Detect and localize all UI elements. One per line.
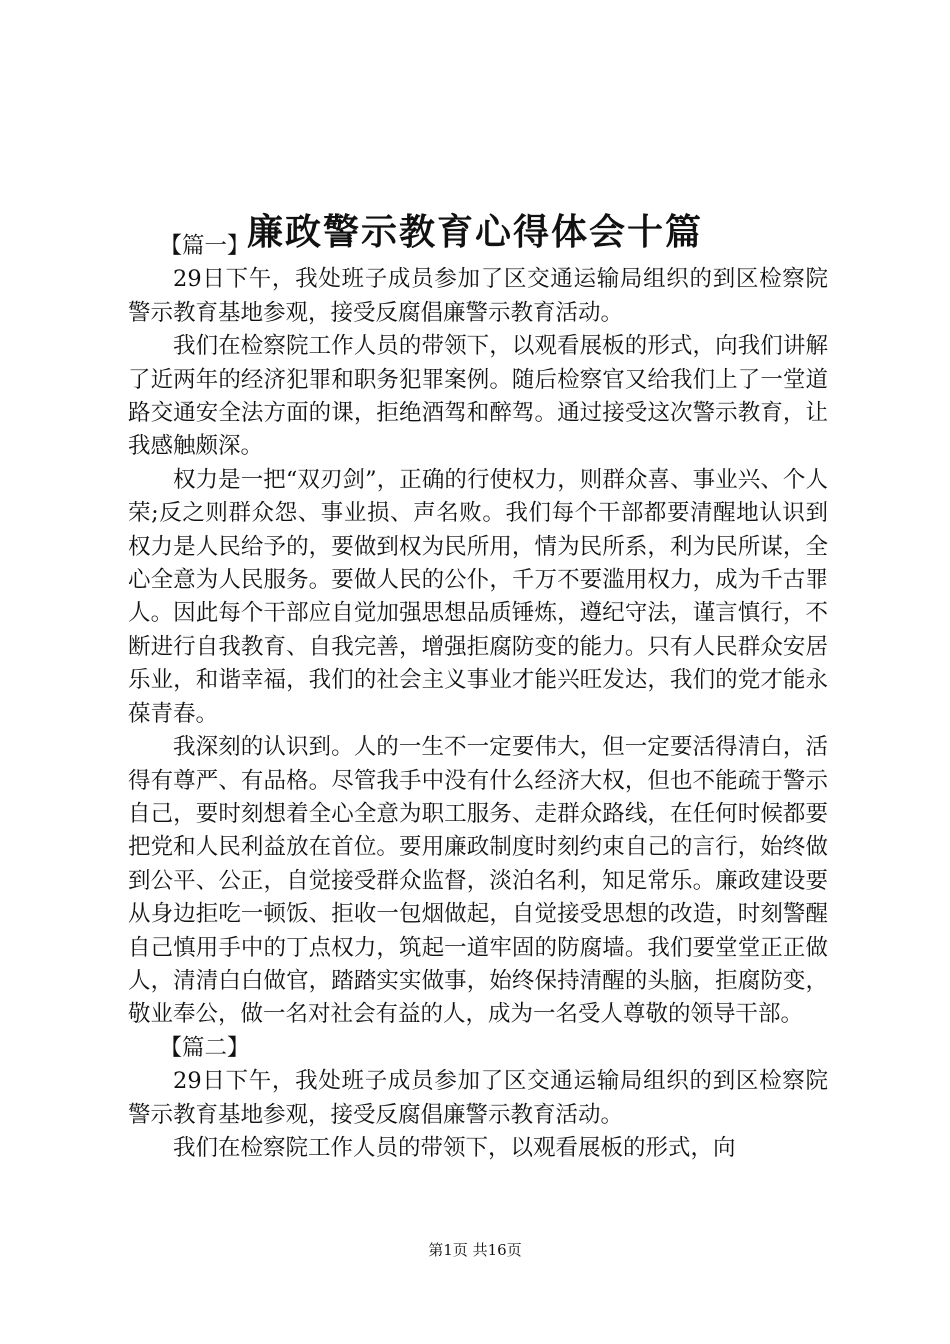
section-heading: 【篇一】: [159, 233, 250, 259]
section-heading: 【篇二】: [159, 1034, 250, 1061]
paragraph: 我深刻的认识到。人的一生不一定要伟大，但一定要活得清白，活得有尊严、有品格。尽管我手中没有什么经济大权，但也不能疏于警示自己，要时刻想着全心全意为职工服务、走群众路线，在任何时候都要把党和人民利益放在首位。要用廉政制度时刻约束自己的言行，始终做到公平、公正，自觉接受群众监督，淡泊名利，知足常乐。廉政建设要从身边拒吃一顿饭、拒收一包烟做起，自觉接受思想的改造，时刻警醒自己慎用手中的丁点权力，筑起一道牢固的防腐墙。我们要堂堂正正做人，清清白白做官，踏踏实实做事，始终保持清醒的头脑，拒腐防变，敬业奉公，做一名对社会有益的人，成为一名受人尊敬的领导干部。: [128, 734, 828, 1028]
paragraph: 29日下午，我处班子成员参加了区交通运输局组织的到区检察院警示教育基地参观，接受反腐倡廉警示教育活动。: [128, 1068, 828, 1128]
page-footer: 第1页 共16页: [428, 1241, 522, 1259]
paragraph: 29日下午，我处班子成员参加了区交通运输局组织的到区检察院警示教育基地参观，接受反腐倡廉警示教育活动。: [128, 266, 828, 326]
document-title: 廉政警示教育心得体会十篇: [246, 211, 703, 254]
paragraph: 权力是一把“双刃剑”，正确的行使权力，则群众喜、事业兴、个人荣;反之则群众怨、事业损、声名败。我们每个干部都要清醒地认识到权力是人民给予的，要做到权为民所用，情为民所系，利为民所谋，全心全意为人民服务。要做人民的公仆，千万不要滥用权力，成为千古罪人。因此每个干部应自觉加强思想品质锤炼，遵纪守法，谨言慎行，不断进行自我教育、自我完善，增强拒腐防变的能力。只有人民群众安居乐业，和谐幸福，我们的社会主义事业才能兴旺发达，我们的党才能永葆青春。: [128, 466, 828, 727]
paragraph: 我们在检察院工作人员的带领下，以观看展板的形式，向我们讲解了近两年的经济犯罪和职务犯罪案例。随后检察官又给我们上了一堂道路交通安全法方面的课，拒绝酒驾和醉驾。通过接受这次警示教育，让我感触颇深。: [128, 333, 828, 460]
paragraph: 我们在检察院工作人员的带领下，以观看展板的形式，向: [173, 1134, 736, 1161]
document-body: [128, 230, 828, 1165]
